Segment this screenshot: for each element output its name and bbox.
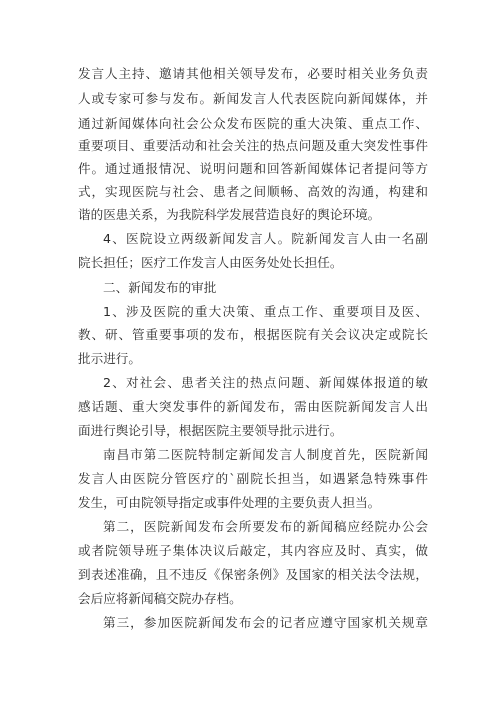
- text-line: 会后应将新闻稿交院办存档。: [78, 591, 242, 606]
- text-line: 到表述准确，且不违反《保密条例》及国家的相关法令法规，: [78, 567, 428, 582]
- text-line: 第三，参加医院新闻发布会的记者应遵守国家机关规章: [103, 615, 428, 630]
- text-line: 院长担任；医疗工作发言人由医务处处长担任。: [78, 255, 343, 270]
- text-line: 重要项目、重要活动和社会关注的热点问题及重大突发性事件: [78, 138, 428, 153]
- text-line: 2、对社会、患者关注的热点问题、新闻媒体报道的敏: [103, 375, 428, 390]
- text-line: 感话题、重大突发事件的新闻发布，需由医院新闻发言人出: [78, 399, 428, 414]
- text-line: 或者院领导班子集体决议后敲定，其内容应及时、真实，做: [78, 543, 428, 558]
- text-line: 式，实现医院与社会、患者之间顺畅、高效的沟通，构建和: [78, 184, 428, 199]
- text-line: 通过新闻媒体向社会公众发布医院的重大决策、重点工作、: [78, 116, 428, 131]
- text-line: 第二，医院新闻发布会所要发布的新闻稿应经院办公会: [103, 519, 428, 534]
- text-line: 发生，可由院领导指定或事件处理的主要负责人担当。: [78, 495, 381, 510]
- section-heading: 二、新闻发布的审批: [103, 280, 217, 295]
- text-line: 人或专家可参与发布。新闻发言人代表医院向新闻媒体，并: [78, 91, 428, 106]
- text-line: 发言人主持、邀请其他相关领导发布，必要时相关业务负责: [78, 66, 428, 81]
- text-line: 发言人由医院分管医疗的`副院长担当，如遇紧急特殊事件: [78, 471, 428, 486]
- text-line: 教、研、管重要事项的发布，根据医院有关会议决定或院长: [78, 327, 428, 342]
- text-line: 批示进行。: [78, 351, 141, 366]
- text-line: 南昌市第二医院特制定新闻发言人制度首先，医院新闻: [103, 447, 428, 462]
- text-line: 面进行舆论引导，根据医院主要领导批示进行。: [78, 423, 343, 438]
- text-line: 1、涉及医院的重大决策、重点工作、重要项目及医、: [103, 304, 428, 319]
- text-line: 谐的医患关系，为我院科学发展营造良好的舆论环境。: [78, 207, 381, 222]
- text-line: 件。通过通报情况、说明问题和回答新闻媒体记者提问等方: [78, 161, 428, 176]
- text-line: 4、医院设立两级新闻发言人。院新闻发言人由一名副: [103, 231, 428, 246]
